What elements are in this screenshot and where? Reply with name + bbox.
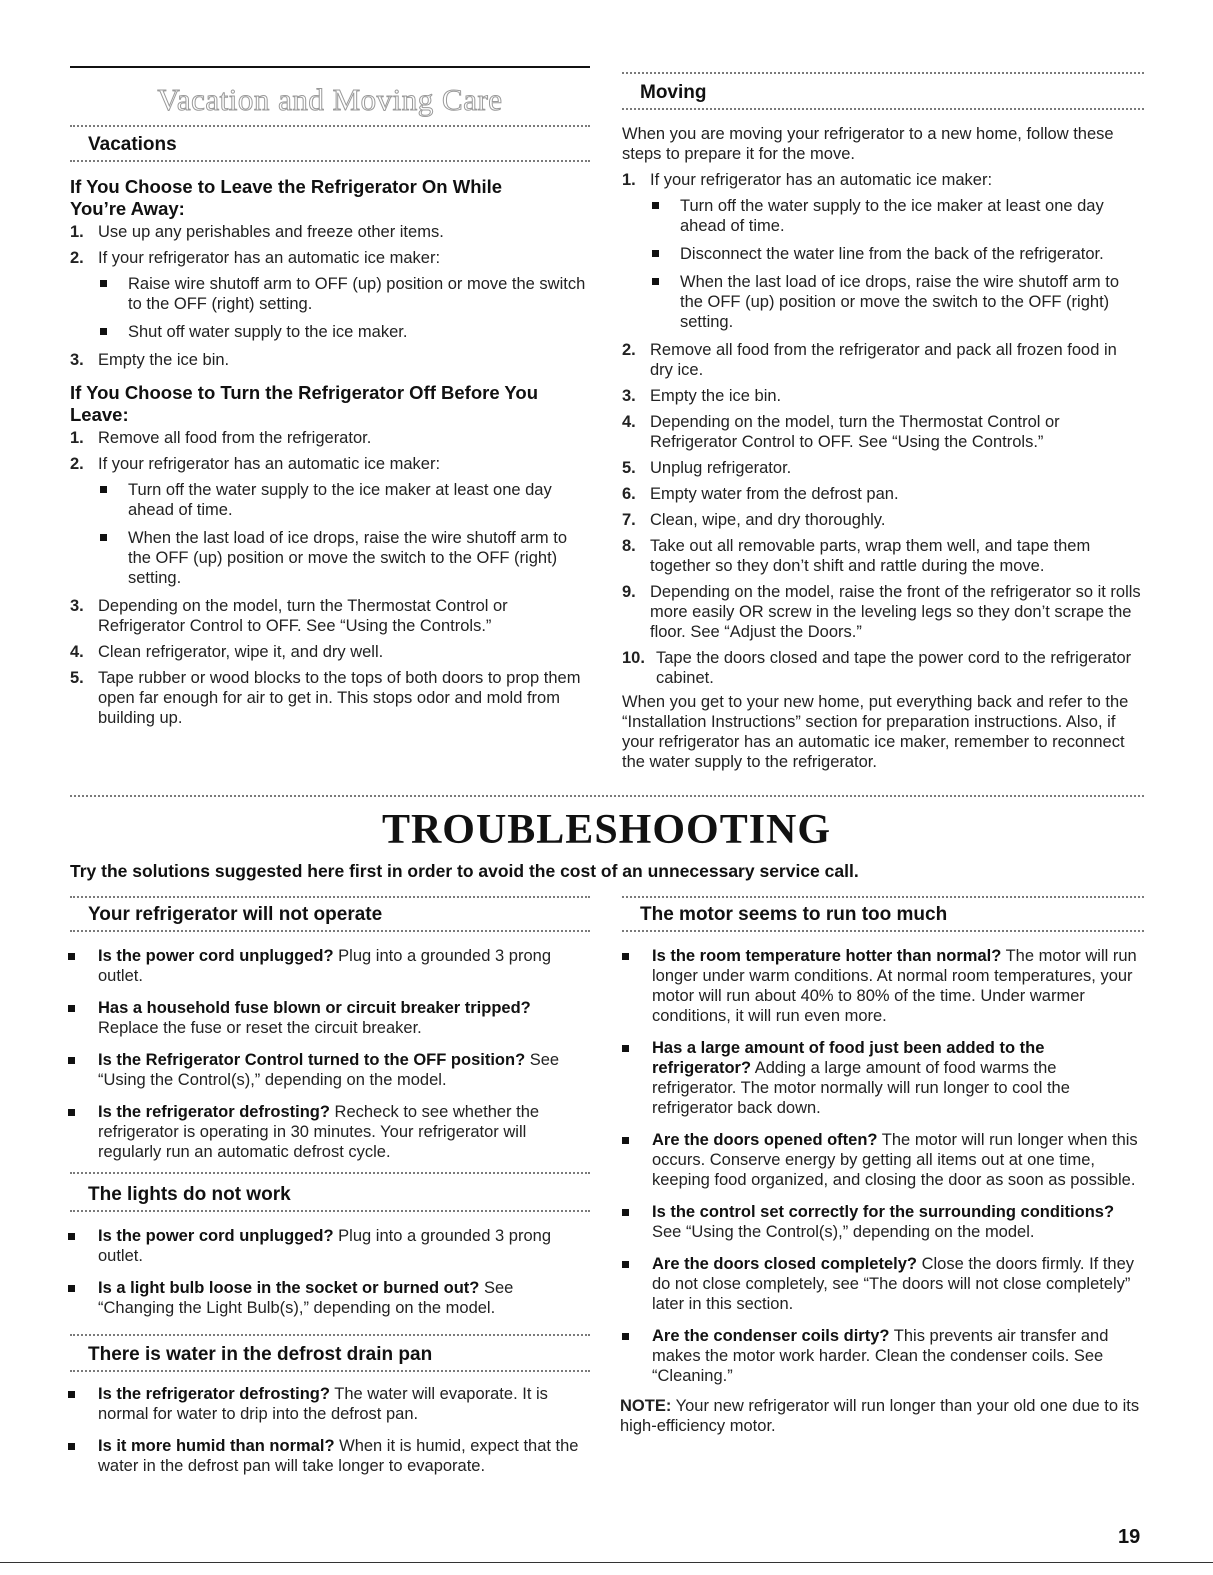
turn-off-bullet: Turn off the water supply to the ice maker at least one day ahead of time. [70,480,590,520]
moving-bullet: Disconnect the water line from the back of the refrigerator. [622,244,1144,264]
troubleshoot-item: Is the Refrigerator Control turned to the OFF position? See “Using the Control(s),” depending on the model. [66,1050,590,1090]
moving-step: 2. Remove all food from the refrigerator and pack all frozen food in dry ice. [622,341,1117,379]
not-operate-rule-top [70,896,590,898]
leave-on-step: 2. If your refrigerator has an automatic ice maker: [70,249,441,267]
water-heading: There is water in the defrost drain pan [88,1344,433,1365]
troubleshoot-item: Is the power cord unplugged? Plug into a grounded 3 prong outlet. [66,1226,590,1266]
troubleshoot-item: Is the room temperature hotter than normal? The motor will run longer under warm conditions. At normal room temperatures, your motor will run about 40% to 80% of the time. Under warmer conditions, it will run even more. [620,946,1144,1026]
leave-on-step: 1. Use up any perishables and freeze other items. [70,223,444,241]
moving-bullet: When the last load of ice drops, raise the wire shutoff arm to the OFF (up) position or move the switch to the OFF (right) setting. [622,272,1144,332]
motor-heading: The motor seems to run too much [640,904,948,925]
turn-off-step: 2. If your refrigerator has an automatic ice maker: [70,455,441,473]
troubleshoot-item: Are the doors closed completely? Close the doors firmly. If they do not close completely, see “The doors will not close completely” later in this section. [620,1254,1144,1314]
leave-on-bullet: Raise wire shutoff arm to OFF (up) position or move the switch to the OFF (right) setting. [70,274,590,314]
troubleshoot-item: Are the doors opened often? The motor will run longer when this occurs. Conserve energy by getting all items out at one time, keeping food organized, and closing the door as soon as possible. [620,1130,1144,1190]
moving-step: 3. Empty the ice bin. [622,387,782,405]
moving-step: 10. Tape the doors closed and tape the power cord to the refrigerator cabinet. [622,649,1132,687]
troubleshoot-item: Is it more humid than normal? When it is humid, expect that the water in the defrost pan will take longer to evaporate. [66,1436,590,1476]
troubleshoot-item: Are the condenser coils dirty? This prevents air transfer and makes the motor work harder. Clean the condenser coils. See “Cleaning.” [620,1326,1144,1386]
turn-off-step: 1. Remove all food from the refrigerator. [70,429,372,447]
motor-rule-top [622,896,1144,898]
troubleshoot-item: Is the power cord unplugged? Plug into a grounded 3 prong outlet. [66,946,590,986]
troubleshoot-item: Is the refrigerator defrosting? The water will evaporate. It is normal for water to drip into the defrost pan. [66,1384,590,1424]
leave-on-step: 3. Empty the ice bin. [70,351,230,369]
moving-step: 9. Depending on the model, raise the front of the refrigerator so it rolls more easily OR screw in the leveling legs so they don’t scrape the floor. See “Adjust the Doors.” [622,583,1141,641]
motor-note: NOTE: Your new refrigerator will run longer than your old one due to its high-efficiency motor. [620,1397,1140,1435]
moving-outro: When you get to your new home, put everything back and refer to the “Installation Instructions” section for preparation instructions. Also, if your refrigerator has an automatic ice maker, remember to reconnect the water supply to the refrigerator. [622,693,1129,771]
turn-off-step: 4. Clean refrigerator, wipe it, and dry well. [70,643,384,661]
troubleshoot-item: Has a household fuse blown or circuit breaker tripped? Replace the fuse or reset the circuit breaker. [66,998,590,1038]
turn-off-step: 3. Depending on the model, turn the Thermostat Control or Refrigerator Control to OFF. See “Using the Controls.” [70,597,508,635]
turn-off-step: 5. Tape rubber or wood blocks to the tops of both doors to prop them open far enough for air to get in. This stops odor and mold from building up. [70,669,581,727]
leave-on-bullet: Shut off water supply to the ice maker. [70,322,590,342]
troubleshoot-item: Has a large amount of food just been added to the refrigerator? Adding a large amount of food warms the refrigerator. The motor normally will run longer to cool the refrigerator back down. [620,1038,1144,1118]
moving-step: 4. Depending on the model, turn the Thermostat Control or Refrigerator Control to OFF. See “Using the Controls.” [622,413,1060,451]
troubleshoot-item: Is the refrigerator defrosting? Recheck to see whether the refrigerator is operating in 30 minutes. Your refrigerator will regularly run an automatic defrost cycle. [66,1102,590,1162]
troubleshooting-intro: Try the solutions suggested here first in order to avoid the cost of an unnecessary service call. [70,861,859,881]
not-operate-list [66,946,590,1174]
leave-on-heading: If You Choose to Leave the Refrigerator On While You’re Away: [70,176,503,219]
vacations-rule-bottom [70,160,590,162]
section-divider [70,795,1144,797]
bottom-rule [0,1562,1213,1563]
moving-step: 5. Unplug refrigerator. [622,459,792,477]
top-left-rule [70,66,590,68]
water-list [66,1384,590,1488]
moving-step: 7. Clean, wipe, and dry thoroughly. [622,511,886,529]
moving-intro: When you are moving your refrigerator to a new home, follow these steps to prepare it for the move. [622,125,1114,163]
troubleshoot-item: Is a light bulb loose in the socket or burned out? See “Changing the Light Bulb(s),” depending on the model. [66,1278,590,1318]
turn-off-heading: If You Choose to Turn the Refrigerator Off Before You Leave: [70,382,539,425]
top-right-dotted-rule [622,72,1144,74]
not-operate-rule-bottom [70,930,590,932]
turn-off-bullet: When the last load of ice drops, raise the wire shutoff arm to the OFF (up) position or move the switch to the OFF (right) setting. [70,528,590,588]
troubleshooting-title: TROUBLESHOOTING [381,807,832,853]
page-number: 19 [1118,1526,1141,1548]
vacations-rule-top [70,125,590,127]
water-rule-top [70,1334,590,1336]
moving-step: 1. If your refrigerator has an automatic ice maker: [622,171,993,189]
moving-body [622,124,1144,772]
moving-heading: Moving [640,82,707,103]
troubleshoot-item: Is the control set correctly for the surrounding conditions? See “Using the Control(s),” depending on the model. [620,1202,1144,1242]
water-rule-bottom [70,1370,590,1372]
not-operate-heading: Your refrigerator will not operate [88,904,383,925]
lights-list [66,1226,590,1330]
motor-rule-bottom [622,930,1144,932]
moving-step: 6. Empty water from the defrost pan. [622,485,899,503]
vacations-heading: Vacations [88,134,177,155]
lights-heading: The lights do not work [88,1184,291,1205]
vacations-body [70,176,590,734]
moving-bullet: Turn off the water supply to the ice maker at least one day ahead of time. [622,196,1144,236]
motor-list [620,946,1144,1436]
moving-rule-bottom [622,108,1144,110]
lights-rule-bottom [70,1210,590,1212]
moving-step: 8. Take out all removable parts, wrap them well, and tape them together so they don’t shift and rattle during the move. [622,537,1091,575]
lights-rule-top [70,1172,590,1174]
vacation-title: Vacation and Moving Care [157,82,503,117]
